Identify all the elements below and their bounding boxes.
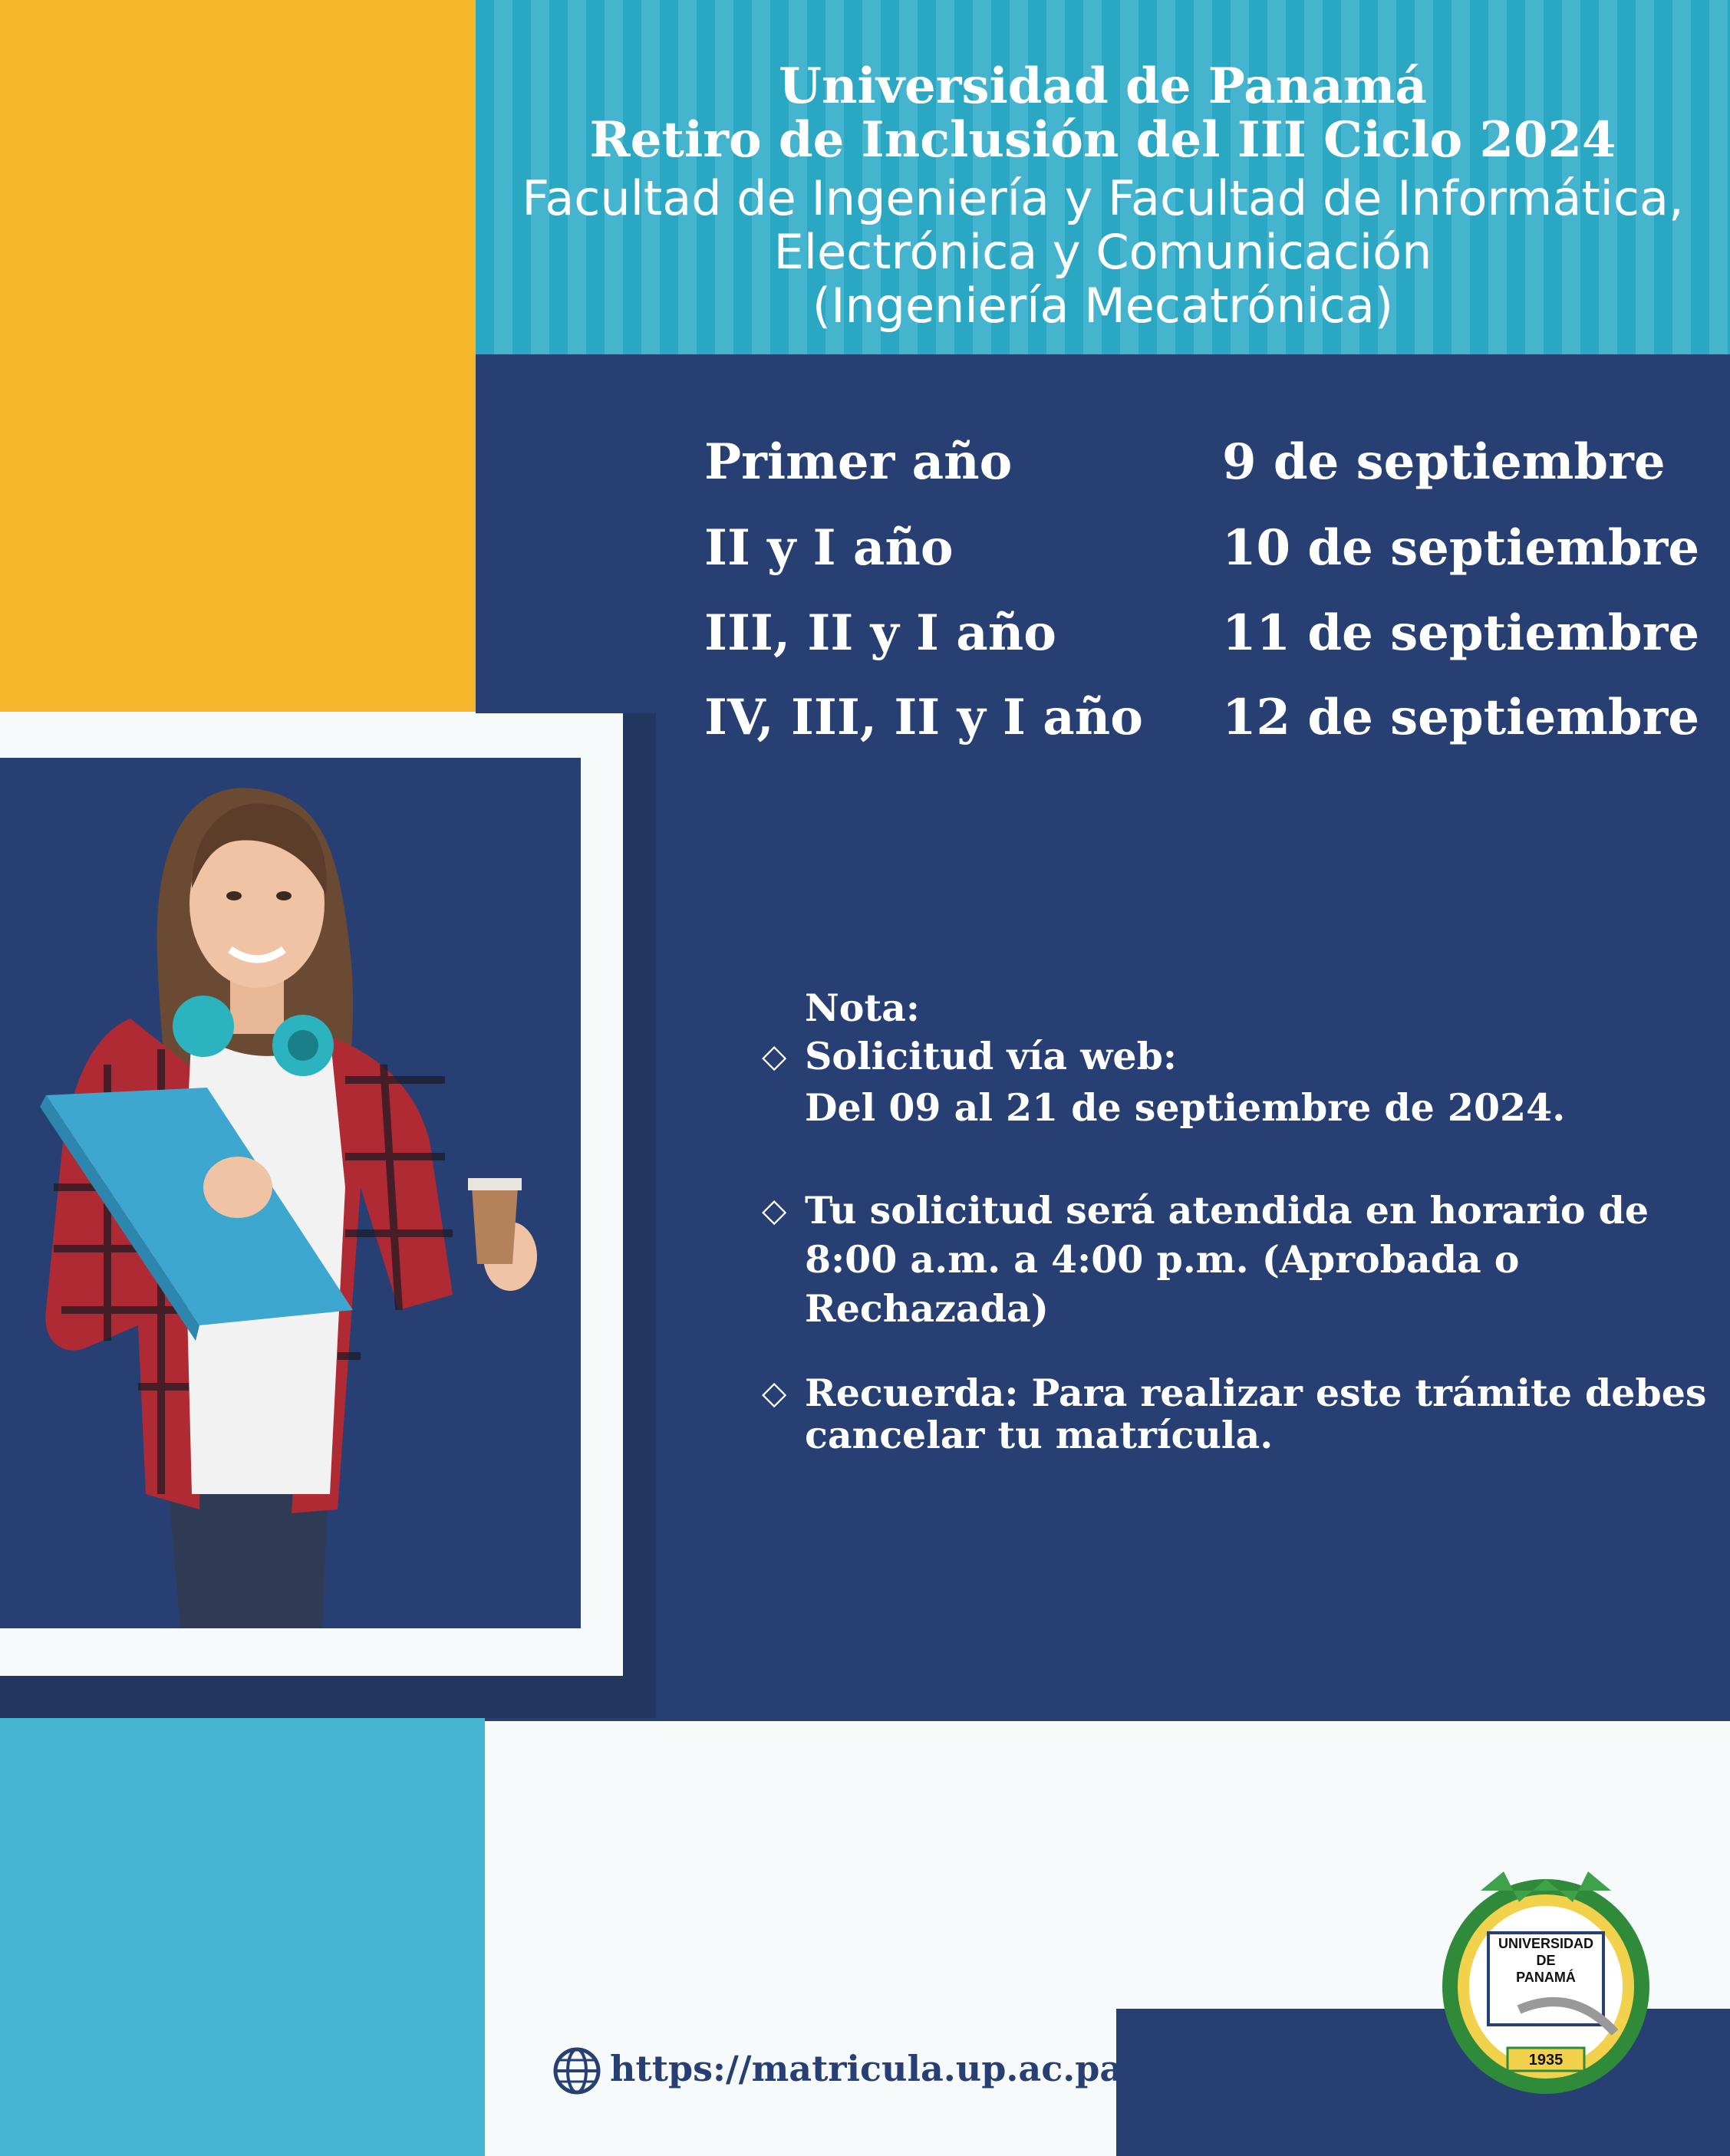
student-illustration — [0, 758, 581, 1628]
page-title: Retiro de Inclusión del III Ciclo 2024 — [589, 111, 1616, 169]
note-item-2-line-3: Rechazada) — [805, 1286, 1049, 1331]
note-item-2-line-2: 8:00 a.m. a 4:00 p.m. (Aprobada o — [805, 1237, 1520, 1282]
student-photo — [0, 758, 581, 1628]
seal-year: 1935 — [1528, 2052, 1564, 2069]
note-heading: Nota: — [805, 986, 920, 1030]
seal-text-1: UNIVERSIDAD — [1498, 1936, 1594, 1951]
faculty-line-2: Electrónica y Comunicación — [773, 224, 1432, 280]
university-title: Universidad de Panamá — [779, 58, 1427, 115]
university-seal — [1435, 1856, 1657, 2102]
note-item-2-line-1: Tu solicitud será atendida en horario de — [805, 1188, 1649, 1233]
note-item-1-title: Solicitud vía web: — [805, 1034, 1177, 1078]
diamond-bullet-icon: ◇ — [762, 1191, 787, 1229]
light-blue-block — [0, 1707, 485, 2156]
schedule-group: II y I año — [704, 519, 954, 577]
yellow-block — [0, 0, 476, 712]
schedule-group: IV, III, II y I año — [704, 689, 1143, 746]
note-item-3-line-1: Recuerda: Para realizar este trámite debes — [805, 1371, 1707, 1415]
faculty-line-1: Facultad de Ingeniería y Facultad de Informática, — [522, 170, 1684, 226]
globe-icon — [552, 2046, 601, 2095]
diamond-bullet-icon: ◇ — [762, 1037, 787, 1075]
diamond-bullet-icon: ◇ — [762, 1374, 787, 1411]
seal-text-3: PANAMÁ — [1516, 1970, 1576, 1985]
footer-url-link[interactable]: https://matricula.up.ac.pa/ — [610, 2048, 1135, 2089]
schedule-date: 9 de septiembre — [1222, 433, 1666, 491]
note-item-1-detail: Del 09 al 21 de septiembre de 2024. — [805, 1085, 1566, 1130]
note-item-3-line-2: cancelar tu matrícula. — [805, 1413, 1274, 1457]
schedule-group: Primer año — [704, 433, 1013, 491]
schedule-group: III, II y I año — [704, 604, 1056, 662]
schedule-date: 12 de septiembre — [1222, 689, 1700, 746]
seal-text-2: DE — [1536, 1953, 1556, 1968]
schedule-date: 10 de septiembre — [1222, 519, 1700, 577]
faculty-line-3: (Ingeniería Mecatrónica) — [812, 278, 1394, 334]
schedule-date: 11 de septiembre — [1222, 604, 1700, 662]
